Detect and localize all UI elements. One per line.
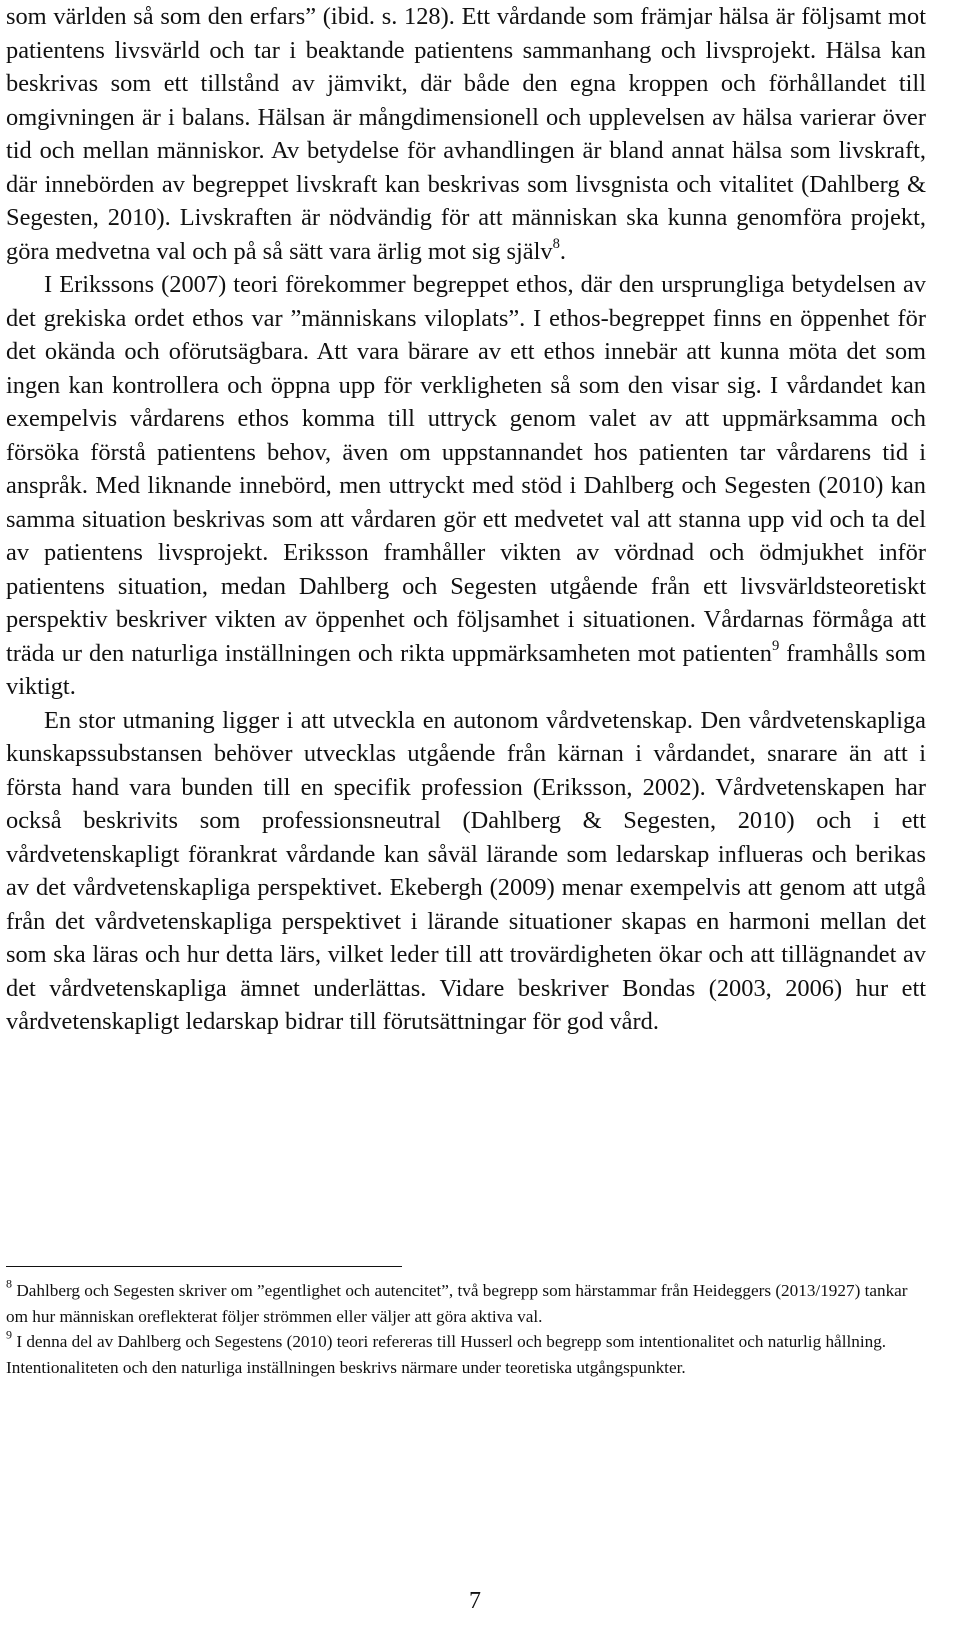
footnote-9: [6, 1329, 926, 1380]
paragraph-2-text: I Erikssons (2007) teori förekommer begreppet ethos, där den ursprungliga betydelsen av det grekiska ordet ethos var ”människans viloplats”. I ethos-begreppet finns en öppenhet för det okända och oförutsägbara. Att vara bärare av ett ethos innebär att kunna möta det som ingen kan kontrollera och öppna upp för verkligheten så som den visar sig. I vårdandet kan exempelvis vårdarens ethos komma till uttryck genom valet av att uppmärksamma och försöka förstå patientens behov, även om uppstannandet hos patienten tar vårdarens tid i anspråk. Med liknande innebörd, men uttryckt med stöd i Dahlberg och Segesten (2010) kan samma situation beskrivas som att vårdaren gör ett medvetet val att stanna upp vid och ta del av patientens livsprojekt. Eriksson framhåller vikten av vördnad och ödmjukhet inför patientens situation, medan Dahlberg och Segesten utgående från ett livsvärldsteoretiskt perspektiv beskriver vikten av öppenhet och följsamhet i situationen. Vårdarnas förmåga att träda ur den naturliga inställningen och rikta uppmärksamheten mot patienten: [6, 271, 926, 667]
paragraph-3: En stor utmaning ligger i att utveckla en autonom vårdvetenskap. Den vårdvetenskapliga kunskapssubstansen behöver utvecklas utgående från kärnan i vårdandet, snarare än att i första hand vara bunden till en specifik profession (Eriksson, 2002). Vårdvetenskapen har också beskrivits som professionsneutral (Dahlberg & Segesten, 2010) och i ett vårdvetenskapligt förankrat vårdande kan såväl lärande som ledarskap influeras och berikas av det vårdvetenskapliga perspektivet. Ekebergh (2009) menar exempelvis att genom att utgå från det vårdvetenskapliga perspektivet i lärande situationer skapas en harmoni mellan det som ska läras och hur detta lärs, vilket leder till att trovärdigheten ökar och att tillägnandet av det vårdvetenskapliga ämnet underlättas. Vidare beskriver Bondas (2003, 2006) hur ett vårdvetenskapligt ledarskap bidrar till förutsättningar för god vård.: [6, 706, 926, 1035]
paragraph-1-text: som världen så som den erfars” (ibid. s. 128). Ett vårdande som främjar hälsa är följsamt mot patientens livsvärld och tar i beaktande patientens sammanhang och livsprojekt. Hälsa kan beskrivas som ett tillstånd av jämvikt, där både den egna kroppen och förhållandet till omgivningen är i balans. Hälsan är mångdimensionell och upplevelsen av hälsa varierar över tid och mellan människor. Av betydelse för avhandlingen är bland annat hälsa som livskraft, där innebörden av begreppet livskraft kan beskrivas som livsgnista och vitalitet (Dahlberg & Segesten, 2010). Livskraften är nödvändig för att människan ska kunna genomföra projekt, göra medvetna val och på så sätt vara ärlig mot sig själv: [6, 3, 926, 265]
footnote-ref-8[interactable]: 8: [552, 235, 560, 252]
paragraph-2: [6, 268, 926, 704]
footnote-marker-8: 8: [6, 1276, 13, 1291]
footnotes: [6, 1278, 926, 1380]
page-number: 7: [469, 1588, 481, 1614]
paragraph-1: [6, 0, 926, 268]
body-text: [6, 0, 926, 1039]
footnote-8-text: Dahlberg och Segesten skriver om ”egentlighet och autencitet”, två begrepp som härstammar från Heideggers (2013/1927) tankar om hur människan oreflekterat följer strömmen eller väljer att göra aktiva val.: [6, 1281, 908, 1326]
paragraph-2-end: framhålls som viktigt.: [6, 639, 926, 700]
footnote-8: [6, 1278, 926, 1329]
footnote-9-text: I denna del av Dahlberg och Segestens (2010) teori refereras till Husserl och begrepp som intentionalitet och naturlig hållning. Intentionaliteten och den naturliga inställningen beskrivs närmare under teoretiska utgångspunkter.: [6, 1332, 887, 1377]
footnote-separator: [6, 1266, 402, 1267]
paragraph-1-end: .: [559, 237, 567, 265]
footnote-marker-9: 9: [6, 1327, 13, 1342]
footnote-ref-9[interactable]: 9: [771, 637, 780, 654]
